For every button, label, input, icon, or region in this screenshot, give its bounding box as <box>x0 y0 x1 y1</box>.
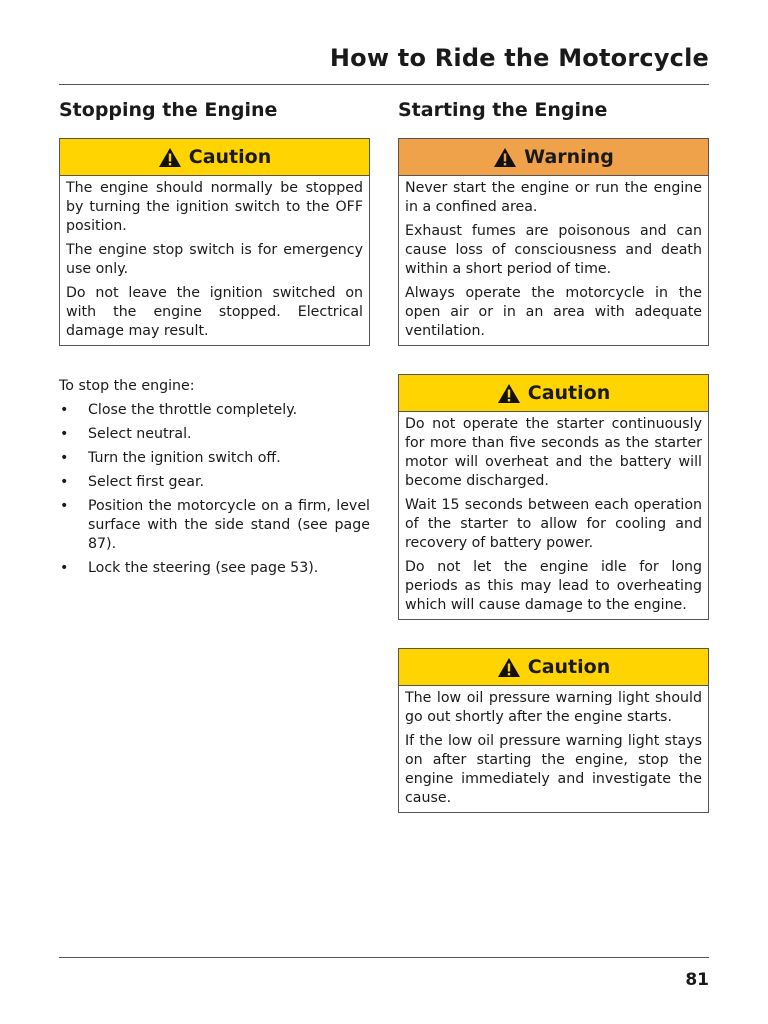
right-column <box>398 97 709 813</box>
left-column <box>59 97 370 583</box>
caution-paragraph: If the low oil pressure warning light stays on after starting the engine, stop the engine immediately and investigate the cause. <box>405 733 702 806</box>
warning-box <box>398 138 709 346</box>
warning-header <box>399 139 708 176</box>
caution-label: Caution <box>527 382 611 404</box>
caution-header <box>399 375 708 412</box>
stop-steps-list <box>59 401 370 578</box>
caution-paragraph: Wait 15 seconds between each operation of the starter to allow for cooling and recovery of battery power. <box>405 497 702 551</box>
caution-paragraph: Do not operate the starter continuously for more than five seconds as the starter motor will overheat and the battery will become discharged. <box>405 416 702 489</box>
section-title-starting: Starting the Engine <box>398 99 608 121</box>
warning-triangle-icon <box>497 657 521 678</box>
caution-paragraph: Do not leave the ignition switched on with the engine stopped. Electrical damage may result. <box>66 285 363 339</box>
caution-box-oil-pressure <box>398 648 709 813</box>
list-item: • Select first gear. <box>59 473 370 492</box>
warning-label: Warning <box>524 146 614 168</box>
warning-paragraph: Always operate the motorcycle in the open air or in an area with adequate ventilation. <box>405 285 702 339</box>
stop-intro: To stop the engine: <box>59 378 195 394</box>
list-item: • Lock the steering (see page 53). <box>59 559 370 578</box>
list-item: • Close the throttle completely. <box>59 401 370 420</box>
caution-paragraph: The low oil pressure warning light should go out shortly after the engine starts. <box>405 690 702 725</box>
page-number: 81 <box>685 970 709 990</box>
footer-divider <box>59 957 709 958</box>
caution-header <box>399 649 708 686</box>
page-title: How to Ride the Motorcycle <box>329 44 709 72</box>
list-item: • Turn the ignition switch off. <box>59 449 370 468</box>
warning-paragraph: Never start the engine or run the engine in a confined area. <box>405 180 702 215</box>
caution-box-stopping <box>59 138 370 346</box>
list-item: • Position the motorcycle on a firm, level surface with the side stand (see page 87). <box>59 497 370 554</box>
caution-body <box>399 412 708 619</box>
warning-triangle-icon <box>158 147 182 168</box>
list-item: • Select neutral. <box>59 425 370 444</box>
caution-label: Caution <box>527 656 611 678</box>
header-divider <box>59 84 709 85</box>
caution-body <box>60 176 369 345</box>
caution-box-starter <box>398 374 709 620</box>
warning-triangle-icon <box>493 147 517 168</box>
caution-paragraph: The engine should normally be stopped by turning the ignition switch to the OFF position. <box>66 180 363 234</box>
warning-paragraph: Exhaust fumes are poisonous and can cause loss of consciousness and death within a short period of time. <box>405 223 702 277</box>
warning-triangle-icon <box>497 383 521 404</box>
caution-body <box>399 686 708 812</box>
caution-paragraph: Do not let the engine idle for long periods as this may lead to overheating which will cause damage to the engine. <box>405 559 702 613</box>
caution-paragraph: The engine stop switch is for emergency use only. <box>66 242 363 277</box>
caution-label: Caution <box>188 146 272 168</box>
section-title-stopping: Stopping the Engine <box>59 99 278 121</box>
warning-body <box>399 176 708 345</box>
caution-header <box>60 139 369 176</box>
